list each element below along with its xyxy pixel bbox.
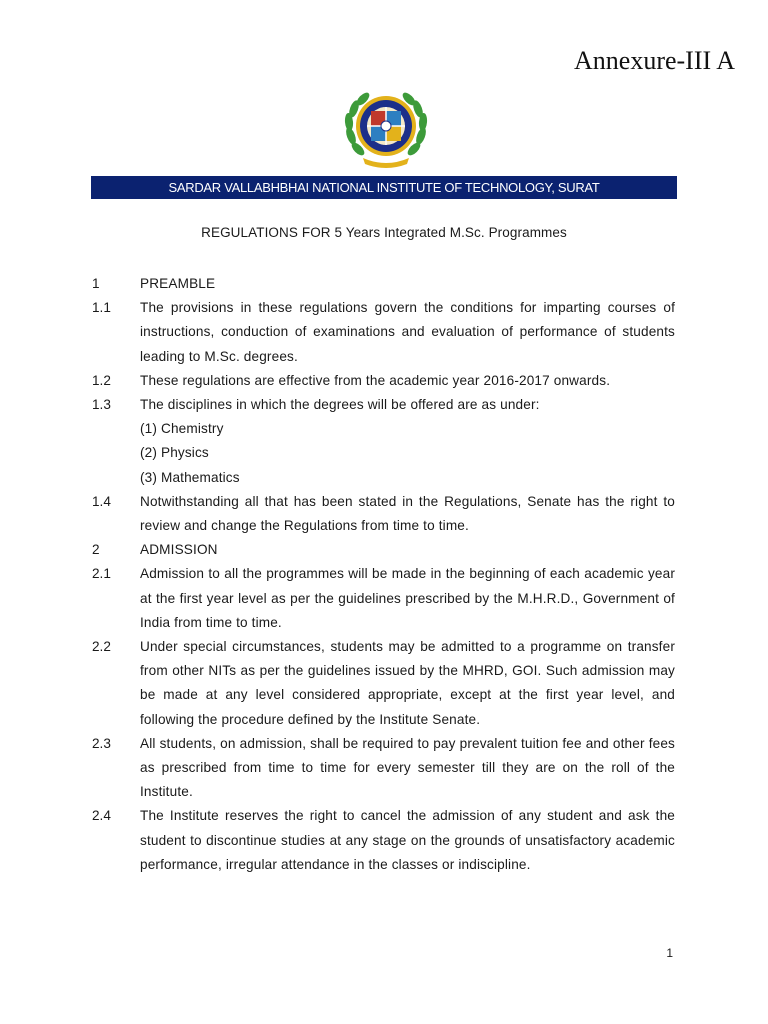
section-number <box>92 441 140 465</box>
section-number <box>92 417 140 441</box>
section-number: 1.3 <box>92 397 111 413</box>
regulation-sections <box>92 272 675 877</box>
section-row <box>92 562 675 635</box>
institute-seal-icon <box>341 88 431 170</box>
section-number: 1 <box>92 276 100 291</box>
discipline-item <box>92 417 675 441</box>
section-text: Notwithstanding all that has been stated in the Regulations, Senate has the right to review and change the Regulations from time to time. <box>140 493 675 534</box>
section-row <box>92 393 675 417</box>
section-text: Under special circumstances, students may be admitted to a programme on transfer from other NITs as per the guidelines issued by the MHRD, GOI. Such admission may be made at any level considered appropriate, except at the first year level, and following the procedure defined by the Institute Senate. <box>140 639 675 727</box>
section-row <box>92 369 675 393</box>
section-number: 1.1 <box>92 300 111 316</box>
institute-banner: SARDAR VALLABHBHAI NATIONAL INSTITUTE OF TECHNOLOGY, SURAT <box>91 176 677 199</box>
discipline-text: (1) Chemistry <box>140 421 224 437</box>
discipline-text: (2) Physics <box>140 445 209 461</box>
annexure-label: Annexure-III A <box>574 46 735 75</box>
page-number: 1 <box>666 946 673 960</box>
section-number: 1.2 <box>92 372 111 388</box>
section-row <box>92 296 675 369</box>
section-text: ADMISSION <box>140 542 218 558</box>
section-number: 2.3 <box>92 735 111 751</box>
section-number: 1.4 <box>92 493 111 509</box>
section-text: The provisions in these regulations govern the conditions for imparting courses of instructions, conduction of examinations and evaluation of performance of students leading to M.Sc. degrees. <box>140 300 675 364</box>
section-number: 2 <box>92 542 100 558</box>
section-text: The Institute reserves the right to cancel the admission of any student and ask the student to discontinue studies at any stage on the grounds of unsatisfactory academic performance, irregular attendance in the classes or indiscipline. <box>140 808 675 872</box>
section-row <box>92 732 675 805</box>
section-text: PREAMBLE <box>140 276 216 291</box>
section-row <box>92 804 675 877</box>
section-row <box>92 490 675 538</box>
section-number: 2.2 <box>92 639 111 655</box>
discipline-text: (3) Mathematics <box>140 469 240 485</box>
regulations-title: REGULATIONS FOR 5 Years Integrated M.Sc. Programmes <box>201 225 567 240</box>
section-text: These regulations are effective from the academic year 2016-2017 onwards. <box>140 372 611 388</box>
section-text: All students, on admission, shall be required to pay prevalent tuition fee and other fees as prescribed from time to time for every semester till they are on the roll of the Institute. <box>140 735 675 800</box>
section-text: The disciplines in which the degrees will be offered are as under: <box>140 397 540 413</box>
section-row <box>92 538 675 562</box>
discipline-item <box>92 441 675 465</box>
section-text: Admission to all the programmes will be made in the beginning of each academic year at the first year level as per the guidelines prescribed by the M.H.R.D., Government of India from time to time. <box>140 566 675 630</box>
section-number: 2.4 <box>92 808 111 824</box>
section-number <box>92 466 140 490</box>
discipline-item <box>92 466 675 490</box>
section-row <box>92 635 675 732</box>
section-number: 2.1 <box>92 566 111 582</box>
section-row <box>92 272 675 296</box>
